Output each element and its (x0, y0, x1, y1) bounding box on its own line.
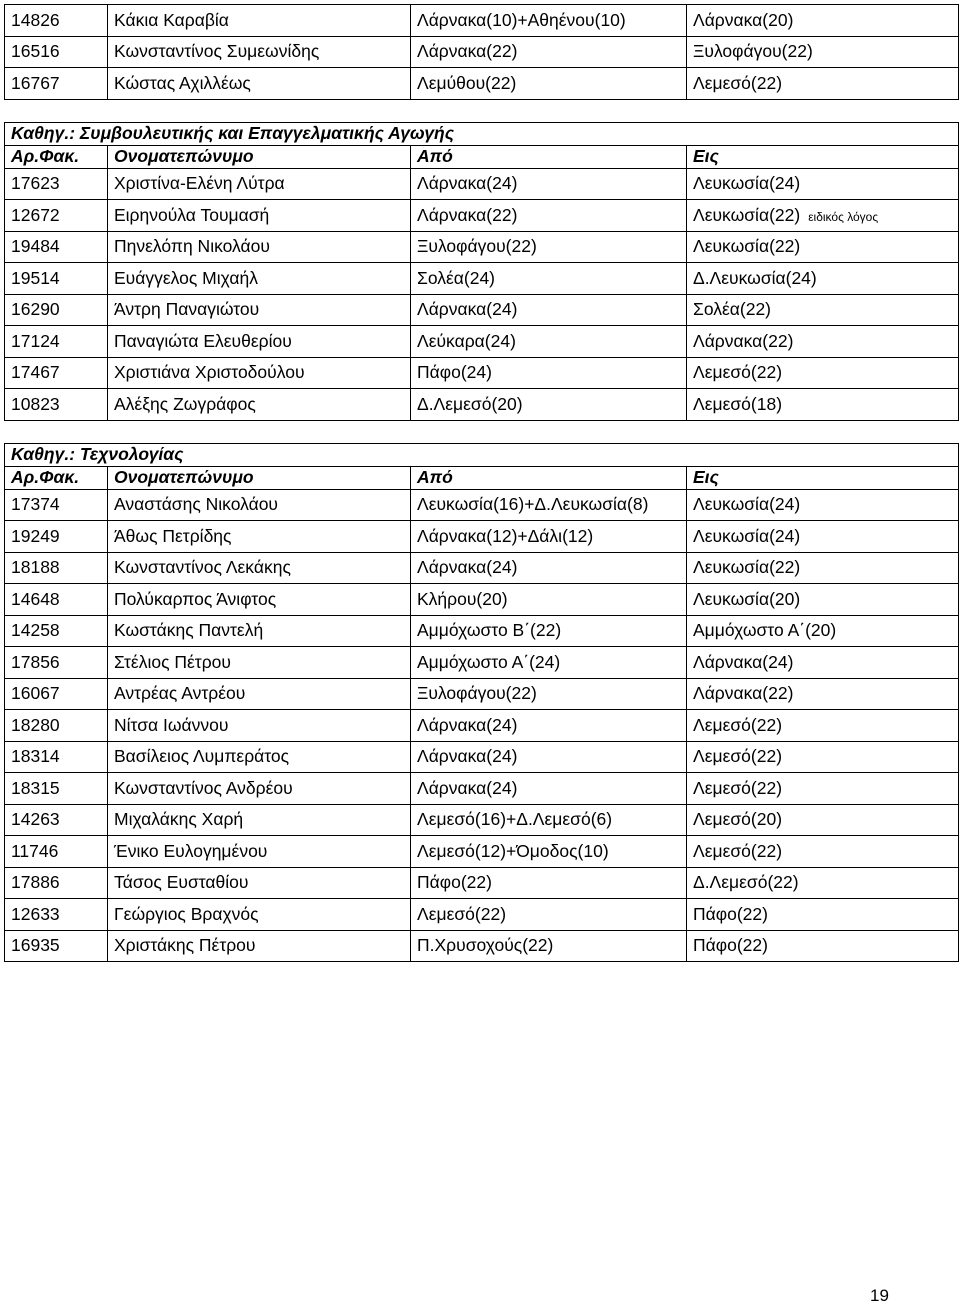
table-row (5, 867, 959, 899)
to-cell-text: Πάφο(22) (693, 903, 768, 924)
to-cell-text: Λεμεσό(18) (693, 393, 783, 414)
table-row (5, 231, 959, 263)
from-cell-text: Πάφο(22) (417, 872, 492, 893)
to-cell (687, 294, 959, 326)
full-name-cell-text: Αναστάσης Νικολάου (114, 494, 279, 515)
file-number-cell (5, 836, 108, 868)
transfer-table-body (5, 5, 959, 962)
table-row (5, 263, 959, 295)
from-cell-text: Λάρνακα(12)+Δάλι(12) (417, 525, 594, 546)
file-number-cell-text: 16516 (11, 41, 60, 62)
full-name-cell (108, 804, 411, 836)
to-cell-text: Λευκωσία(22) (693, 236, 801, 257)
full-name-cell-text: Πηνελόπη Νικολάου (114, 236, 270, 257)
to-cell (687, 326, 959, 358)
to-cell-text: Λευκωσία(24) (693, 494, 801, 515)
from-cell-text: Λεμύθου(22) (417, 72, 517, 93)
to-cell-text: Λευκωσία(24) (693, 173, 801, 194)
file-number-cell (5, 930, 108, 962)
to-cell (687, 647, 959, 679)
section-title: Καθηγ.: Τεχνολογίας (5, 443, 959, 466)
to-cell (687, 804, 959, 836)
from-cell-text: Λευκωσία(16)+Δ.Λευκωσία(8) (417, 494, 649, 515)
from-cell (411, 615, 687, 647)
from-header: Από (411, 466, 687, 489)
file-number-cell (5, 389, 108, 421)
from-cell-text: Π.Χρυσοχούς(22) (417, 935, 554, 956)
file-number-header: Αρ.Φακ. (5, 145, 108, 168)
full-name-cell (108, 647, 411, 679)
full-name-cell (108, 552, 411, 584)
full-name-cell-text: Ένικο Ευλογημένου (114, 840, 268, 861)
file-number-cell-text: 10823 (11, 393, 60, 414)
full-name-cell-text: Κωνσταντίνος Ανδρέου (114, 777, 293, 798)
full-name-cell (108, 36, 411, 68)
from-cell (411, 389, 687, 421)
to-cell-text: Δ.Λεμεσό(22) (693, 872, 799, 893)
from-cell-text: Δ.Λεμεσό(20) (417, 393, 523, 414)
from-cell (411, 773, 687, 805)
section-spacer (5, 99, 959, 122)
section-title: Καθηγ.: Συμβουλευτικής και Επαγγελματικής Αγωγής (5, 122, 959, 145)
full-name-cell-text: Κωστάκης Παντελή (114, 620, 264, 641)
full-name-cell (108, 836, 411, 868)
to-cell-text: Δ.Λευκωσία(24) (693, 267, 817, 288)
table-row (5, 836, 959, 868)
to-cell-text: Λεμεσό(22) (693, 840, 783, 861)
table-row (5, 357, 959, 389)
full-name-cell-text: Κωνσταντίνος Συμεωνίδης (114, 41, 320, 62)
to-cell-text: Λευκωσία(20) (693, 588, 801, 609)
section-title-row (5, 443, 959, 466)
from-cell-text: Αμμόχωστο Α΄(24) (417, 651, 561, 672)
from-cell (411, 326, 687, 358)
file-number-cell (5, 489, 108, 521)
file-number-cell-text: 16767 (11, 72, 60, 93)
from-cell-text: Λάρνακα(24) (417, 746, 518, 767)
from-cell-text: Λάρνακα(24) (417, 557, 518, 578)
from-cell-text: Κλήρου(20) (417, 588, 508, 609)
from-cell (411, 930, 687, 962)
file-number-cell (5, 200, 108, 232)
file-number-cell-text: 18188 (11, 557, 60, 578)
table-row (5, 489, 959, 521)
table-row (5, 521, 959, 553)
to-cell-text: Λεμεσό(22) (693, 714, 783, 735)
to-cell-text: Λεμεσό(22) (693, 72, 783, 93)
table-row (5, 647, 959, 679)
full-name-cell (108, 615, 411, 647)
file-number-cell (5, 168, 108, 200)
from-cell (411, 36, 687, 68)
file-number-cell-text: 17886 (11, 872, 60, 893)
full-name-cell (108, 899, 411, 931)
from-cell (411, 68, 687, 100)
to-cell-text: Αμμόχωστο Α΄(20) (693, 620, 837, 641)
to-cell-text: Λάρνακα(20) (693, 9, 794, 30)
section-spacer (5, 420, 959, 443)
full-name-cell-text: Ευάγγελος Μιχαήλ (114, 267, 258, 288)
file-number-cell (5, 804, 108, 836)
table-row (5, 5, 959, 37)
to-cell-text: Πάφο(22) (693, 935, 768, 956)
from-cell (411, 899, 687, 931)
file-number-cell-text: 18315 (11, 777, 60, 798)
full-name-cell-text: Κωνσταντίνος Λεκάκης (114, 557, 291, 578)
file-number-cell-text: 14263 (11, 809, 60, 830)
from-cell (411, 584, 687, 616)
full-name-cell (108, 867, 411, 899)
file-number-cell (5, 867, 108, 899)
from-cell-text: Λεύκαρα(24) (417, 330, 516, 351)
file-number-cell-text: 17467 (11, 362, 60, 383)
from-cell (411, 294, 687, 326)
table-row (5, 552, 959, 584)
full-name-cell-text: Χριστάκης Πέτρου (114, 935, 256, 956)
full-name-cell-text: Χριστίνα-Ελένη Λύτρα (114, 173, 285, 194)
to-cell (687, 357, 959, 389)
full-name-cell (108, 521, 411, 553)
to-cell-text: Λευκωσία(22) (693, 204, 801, 225)
from-cell-text: Λεμεσό(16)+Δ.Λεμεσό(6) (417, 809, 613, 830)
file-number-cell (5, 294, 108, 326)
file-number-cell (5, 678, 108, 710)
file-number-cell-text: 12633 (11, 903, 60, 924)
file-number-cell-text: 12672 (11, 204, 60, 225)
file-number-cell (5, 36, 108, 68)
file-number-cell-text: 17124 (11, 330, 60, 351)
to-cell (687, 899, 959, 931)
to-cell-text: Ξυλοφάγου(22) (693, 41, 813, 62)
file-number-cell-text: 16935 (11, 935, 60, 956)
file-number-cell (5, 263, 108, 295)
file-number-cell (5, 741, 108, 773)
to-cell (687, 552, 959, 584)
full-name-cell-text: Ειρηνούλα Τουμασή (114, 204, 270, 225)
file-number-cell (5, 615, 108, 647)
from-cell-text: Λάρνακα(24) (417, 777, 518, 798)
table-row (5, 678, 959, 710)
section-spacer-cell (5, 420, 959, 443)
table-row (5, 326, 959, 358)
full-name-cell (108, 930, 411, 962)
section-spacer-cell (5, 99, 959, 122)
table-row (5, 773, 959, 805)
to-cell (687, 36, 959, 68)
to-cell (687, 389, 959, 421)
from-cell-text: Σολέα(24) (417, 267, 496, 288)
full-name-cell (108, 710, 411, 742)
file-number-cell (5, 521, 108, 553)
file-number-cell-text: 17623 (11, 173, 60, 194)
full-name-cell (108, 326, 411, 358)
file-number-cell-text: 16067 (11, 683, 60, 704)
from-cell-text: Λάρνακα(22) (417, 41, 518, 62)
from-cell (411, 357, 687, 389)
from-cell (411, 804, 687, 836)
file-number-cell (5, 68, 108, 100)
to-header: Εις (687, 466, 959, 489)
file-number-cell (5, 231, 108, 263)
to-cell (687, 584, 959, 616)
from-cell-text: Ξυλοφάγου(22) (417, 683, 537, 704)
full-name-cell-text: Χριστιάνα Χριστοδούλου (114, 362, 305, 383)
file-number-cell (5, 326, 108, 358)
transfer-table (4, 4, 959, 962)
full-name-cell-text: Μιχαλάκης Χαρή (114, 809, 244, 830)
table-row (5, 68, 959, 100)
table-row (5, 294, 959, 326)
to-header: Εις (687, 145, 959, 168)
full-name-cell (108, 231, 411, 263)
full-name-cell-text: Παναγιώτα Ελευθερίου (114, 330, 292, 351)
from-header: Από (411, 145, 687, 168)
to-cell-text: Λεμεσό(22) (693, 362, 783, 383)
to-cell-text: Λάρνακα(22) (693, 683, 794, 704)
from-cell (411, 521, 687, 553)
full-name-cell (108, 773, 411, 805)
table-row (5, 899, 959, 931)
full-name-cell-text: Νίτσα Ιωάννου (114, 714, 229, 735)
full-name-cell-text: Αντρέας Αντρέου (114, 683, 246, 704)
from-cell-text: Λεμεσό(22) (417, 903, 507, 924)
full-name-cell-text: Στέλιος Πέτρου (114, 651, 231, 672)
full-name-cell-text: Γεώργιος Βραχνός (114, 903, 259, 924)
file-number-cell (5, 899, 108, 931)
file-number-cell-text: 16290 (11, 299, 60, 320)
full-name-cell-text: Άντρη Παναγιώτου (114, 299, 260, 320)
to-cell (687, 168, 959, 200)
full-name-header: Ονοματεπώνυμο (108, 466, 411, 489)
file-number-cell (5, 584, 108, 616)
to-cell (687, 68, 959, 100)
to-cell-text: Λευκωσία(22) (693, 557, 801, 578)
to-cell (687, 489, 959, 521)
to-cell (687, 773, 959, 805)
from-cell (411, 867, 687, 899)
from-cell-text: Λάρνακα(24) (417, 714, 518, 735)
from-cell-text: Λάρνακα(24) (417, 173, 518, 194)
file-number-cell-text: 14258 (11, 620, 60, 641)
full-name-cell-text: Πολύκαρπος Άνιφτος (114, 588, 277, 609)
file-number-cell-text: 18280 (11, 714, 60, 735)
file-number-cell (5, 357, 108, 389)
file-number-cell (5, 773, 108, 805)
to-cell-text: Λεμεσό(22) (693, 777, 783, 798)
from-cell (411, 200, 687, 232)
column-header-row (5, 145, 959, 168)
to-cell-text: Σολέα(22) (693, 299, 772, 320)
full-name-cell-text: Κάκια Καραβία (114, 9, 229, 30)
to-cell (687, 231, 959, 263)
from-cell (411, 168, 687, 200)
to-cell (687, 521, 959, 553)
file-number-cell (5, 5, 108, 37)
from-cell-text: Λάρνακα(22) (417, 204, 518, 225)
file-number-cell-text: 17374 (11, 494, 60, 515)
from-cell-text: Λάρνακα(10)+Αθηένου(10) (417, 9, 626, 30)
full-name-cell-text: Βασίλειος Λυμπεράτος (114, 746, 290, 767)
to-cell-text: Λεμεσό(20) (693, 809, 783, 830)
from-cell (411, 231, 687, 263)
full-name-cell (108, 263, 411, 295)
to-cell-text: Λάρνακα(24) (693, 651, 794, 672)
to-cell-text: Λευκωσία(24) (693, 525, 801, 546)
file-number-cell-text: 19484 (11, 236, 60, 257)
file-number-cell-text: 18314 (11, 746, 60, 767)
full-name-cell (108, 678, 411, 710)
to-cell (687, 200, 959, 232)
from-cell (411, 552, 687, 584)
table-row (5, 200, 959, 232)
from-cell (411, 5, 687, 37)
file-number-cell (5, 552, 108, 584)
full-name-cell (108, 584, 411, 616)
file-number-cell-text: 11746 (11, 840, 59, 861)
file-number-cell-text: 14826 (11, 9, 60, 30)
table-row (5, 710, 959, 742)
from-cell (411, 489, 687, 521)
page-number: 19 (870, 1286, 889, 1305)
from-cell (411, 647, 687, 679)
full-name-cell-text: Αλέξης Ζωγράφος (114, 393, 256, 414)
table-row (5, 804, 959, 836)
to-cell (687, 615, 959, 647)
full-name-cell (108, 741, 411, 773)
from-cell-text: Λεμεσό(12)+Όμοδος(10) (417, 840, 609, 861)
from-cell-text: Λάρνακα(24) (417, 299, 518, 320)
row-note: ειδικός λόγος (808, 209, 879, 224)
full-name-cell (108, 68, 411, 100)
table-row (5, 584, 959, 616)
to-cell-text: Λεμεσό(22) (693, 746, 783, 767)
to-cell (687, 678, 959, 710)
full-name-cell-text: Άθως Πετρίδης (114, 525, 232, 546)
to-cell (687, 710, 959, 742)
table-row (5, 389, 959, 421)
file-number-cell-text: 14648 (11, 588, 60, 609)
table-row (5, 930, 959, 962)
file-number-cell (5, 647, 108, 679)
from-cell-text: Πάφο(24) (417, 362, 492, 383)
from-cell-text: Ξυλοφάγου(22) (417, 236, 537, 257)
file-number-header: Αρ.Φακ. (5, 466, 108, 489)
file-number-cell-text: 17856 (11, 651, 60, 672)
to-cell (687, 930, 959, 962)
to-cell (687, 5, 959, 37)
from-cell (411, 836, 687, 868)
table-row (5, 36, 959, 68)
from-cell (411, 741, 687, 773)
file-number-cell-text: 19514 (11, 267, 60, 288)
to-cell (687, 741, 959, 773)
full-name-cell-text: Κώστας Αχιλλέως (114, 72, 251, 93)
from-cell-text: Αμμόχωστο Β΄(22) (417, 620, 562, 641)
table-row (5, 168, 959, 200)
full-name-cell-text: Τάσος Ευσταθίου (114, 872, 249, 893)
section-title-row (5, 122, 959, 145)
full-name-cell (108, 294, 411, 326)
table-row (5, 615, 959, 647)
full-name-cell (108, 5, 411, 37)
to-cell (687, 263, 959, 295)
to-cell (687, 867, 959, 899)
column-header-row (5, 466, 959, 489)
full-name-cell (108, 200, 411, 232)
from-cell (411, 710, 687, 742)
full-name-cell (108, 489, 411, 521)
full-name-header: Ονοματεπώνυμο (108, 145, 411, 168)
file-number-cell-text: 19249 (11, 525, 60, 546)
from-cell (411, 678, 687, 710)
file-number-cell (5, 710, 108, 742)
full-name-cell (108, 168, 411, 200)
to-cell-text: Λάρνακα(22) (693, 330, 794, 351)
full-name-cell (108, 389, 411, 421)
full-name-cell (108, 357, 411, 389)
to-cell (687, 836, 959, 868)
table-row (5, 741, 959, 773)
from-cell (411, 263, 687, 295)
